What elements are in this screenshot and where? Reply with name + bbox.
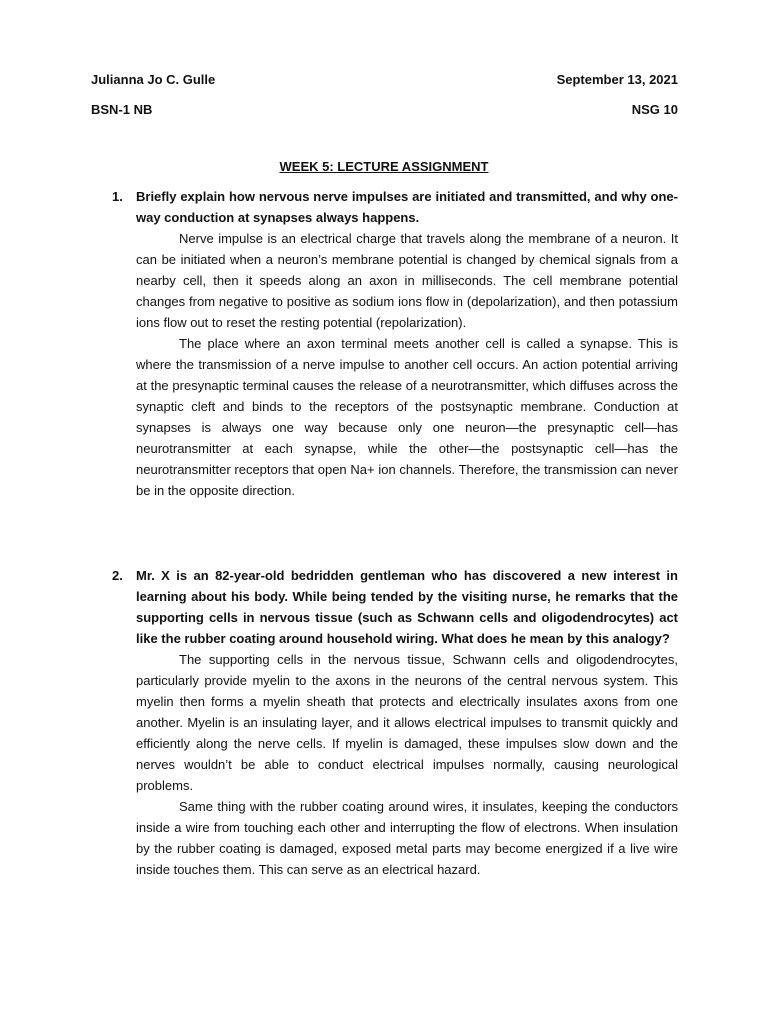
question-text: Briefly explain how nervous nerve impulses are initiated and transmitted, and why one-way conduction at synapses always happens. — [136, 189, 678, 225]
answer-paragraph: The place where an axon terminal meets another cell is called a synapse. This is where the transmission of a nerve impulse to another cell occurs. An action potential arriving at the presynaptic terminal causes the release of a neurotransmitter, which diffuses across the synaptic cleft and binds to the receptors of the postsynaptic membrane. Conduction at synapses is always one way because only one neuron—the presynaptic cell—has neurotransmitter at each synapse, while the other—the postsynaptic cell—has the neurotransmitter receptors that open Na+ ion channels. Therefore, the transmission can never be in the opposite direction. — [136, 336, 678, 498]
answer — [136, 228, 678, 501]
question-1 — [112, 186, 678, 501]
date: September 13, 2021 — [556, 72, 678, 87]
answer — [136, 649, 678, 880]
answer-paragraph: Nerve impulse is an electrical charge that travels along the membrane of a neuron. It can be initiated when a neuron’s membrane potential is changed by chemical signals from a nearby cell, then it speeds along an axon in milliseconds. The cell membrane potential changes from negative to positive as sodium ions flow in (depolarization), and then potassium ions flow out to reset the resting potential (repolarization). — [136, 231, 678, 330]
question-2 — [112, 565, 678, 880]
question-number: 2. — [112, 568, 123, 583]
student-name: Julianna Jo C. Gulle — [91, 72, 216, 87]
page-title: WEEK 5: LECTURE ASSIGNMENT — [279, 159, 489, 174]
section: BSN-1 NB — [91, 102, 153, 117]
course-code: NSG 10 — [631, 102, 678, 117]
question-text: Mr. X is an 82-year-old bedridden gentleman who has discovered a new interest in learning about his body. While being tended by the visiting nurse, he remarks that the supporting cells in nervous tissue (such as Schwann cells and oligodendrocytes) act like the rubber coating around household wiring. What does he mean by this analogy? — [136, 568, 678, 646]
answer-paragraph: Same thing with the rubber coating around wires, it insulates, keeping the conductors inside a wire from touching each other and interrupting the flow of electrons. When insulation by the rubber coating is damaged, exposed metal parts may become energized if a live wire inside touches them. This can serve as an electrical hazard. — [136, 799, 678, 877]
answer-paragraph: The supporting cells in the nervous tissue, Schwann cells and oligodendrocytes, particularly provide myelin to the axons in the neurons of the central nervous system. This myelin then forms a myelin sheath that protects and electrically insulates axons from one another. Myelin is an insulating layer, and it allows electrical impulses to transmit quickly and efficiently along the nerve cells. If myelin is damaged, these impulses slow down and the nerves wouldn’t be able to conduct electrical impulses normally, causing neurological problems. — [136, 652, 678, 793]
question-number: 1. — [112, 189, 123, 204]
